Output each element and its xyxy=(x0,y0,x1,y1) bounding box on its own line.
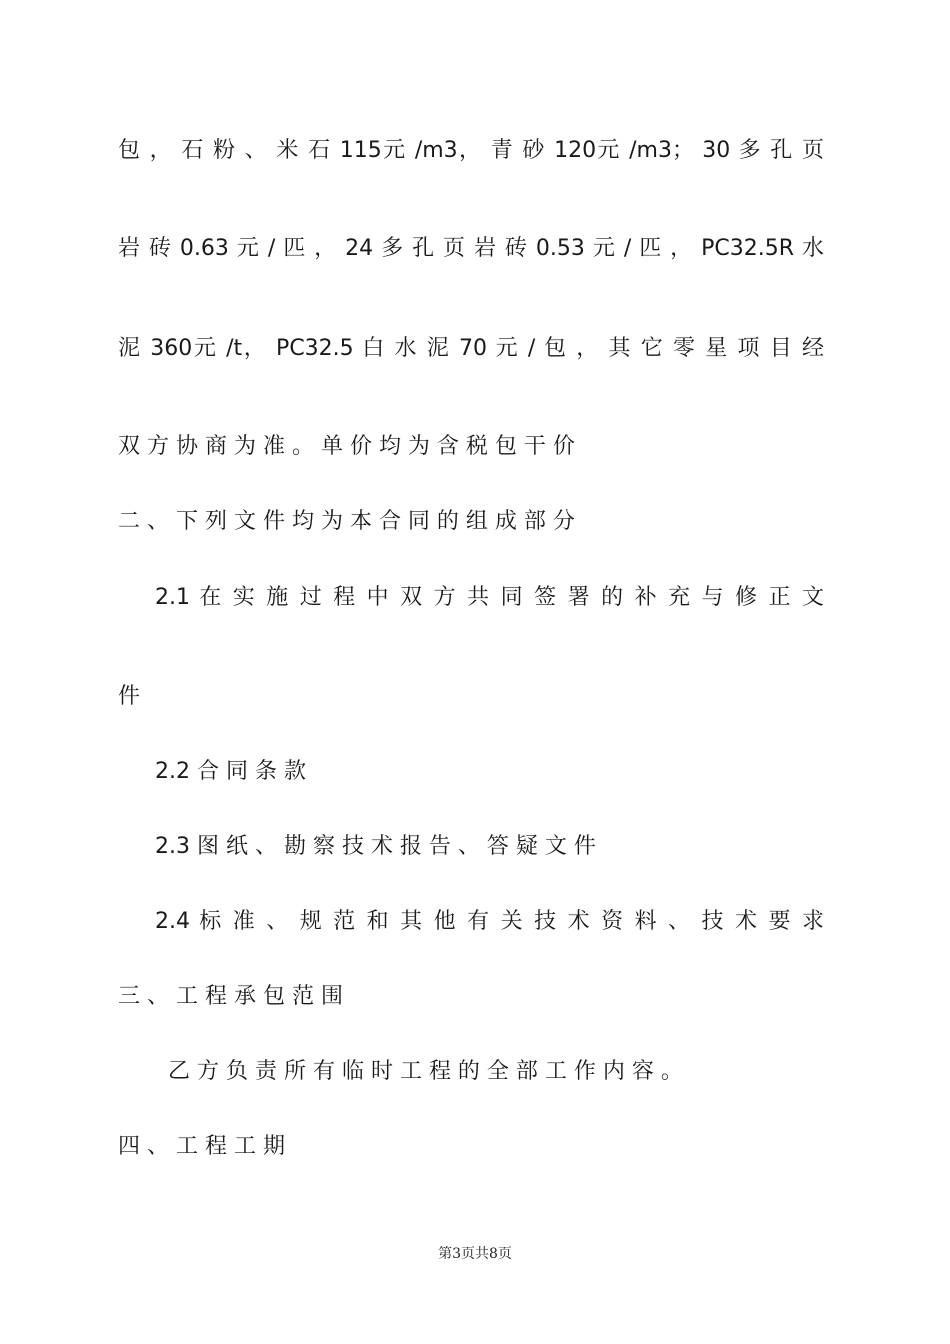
list-item: 2.2 合 同 条 款 xyxy=(155,759,306,784)
section-heading: 三 、 工 程 承 包 范 围 xyxy=(118,984,343,1009)
paragraph-line: 乙 方 负 责 所 有 临 时 工 程 的 全 部 工 作 内 容 。 xyxy=(168,1059,683,1084)
paragraph-line: 岩 砖 0.63 元 / 匹 ， 24 多 孔 页 岩 砖 0.53 元 / 匹 ， PC32.5R 水 xyxy=(118,236,824,261)
section-heading: 四 、 工 程 工 期 xyxy=(118,1134,285,1159)
paragraph-line: 包 ， 石 粉 、 米 石 115元 /m3， 青 砂 120元 /m3； 30 多 孔 页 xyxy=(118,138,824,163)
list-item: 2.3 图 纸 、 勘 察 技 术 报 告 、 答 疑 文 件 xyxy=(155,834,596,859)
page-number: 第3页共8页 xyxy=(438,1246,512,1262)
section-heading: 二 、 下 列 文 件 均 为 本 合 同 的 组 成 部 分 xyxy=(118,509,575,534)
list-item: 2.1 在 实 施 过 程 中 双 方 共 同 签 署 的 补 充 与 修 正 文 xyxy=(155,585,824,610)
paragraph-line: 双 方 协 商 为 准 。 单 价 均 为 含 税 包 干 价 xyxy=(118,434,575,459)
paragraph-line: 泥 360元 /t， PC32.5 白 水 泥 70 元 / 包 ， 其 它 零 星 项 目 经 xyxy=(118,336,824,361)
list-item: 2.4 标 准 、 规 范 和 其 他 有 关 技 术 资 料 、 技 术 要 求 xyxy=(155,909,824,934)
list-item-continuation: 件 xyxy=(118,684,141,709)
